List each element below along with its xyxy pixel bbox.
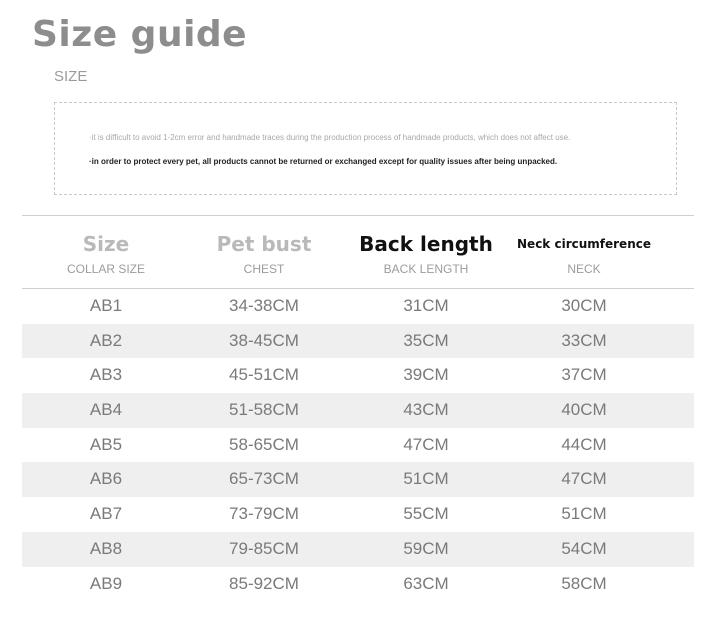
table-row bbox=[22, 393, 694, 428]
table-top-divider bbox=[22, 215, 694, 216]
cell-neck: 30CM bbox=[561, 296, 607, 315]
cell-back: 43CM bbox=[403, 400, 449, 420]
table-row bbox=[22, 567, 694, 602]
cell-back: 47CM bbox=[403, 434, 449, 454]
cell-back: 39CM bbox=[403, 365, 449, 385]
cell-chest: 51-58CM bbox=[229, 400, 299, 420]
cell-neck: 37CM bbox=[561, 365, 607, 385]
cell-neck: 33CM bbox=[561, 330, 607, 350]
cell-chest: 79-85CM bbox=[229, 538, 299, 558]
cell-back: 55CM bbox=[403, 504, 449, 524]
cell-neck: 54CM bbox=[561, 538, 607, 558]
header-back-sublabel: BACK LENGTH bbox=[383, 262, 469, 276]
cell-chest: 45-51CM bbox=[229, 365, 299, 385]
table-row bbox=[22, 462, 694, 497]
header-neck-sublabel: NECK bbox=[567, 262, 601, 276]
header-chest bbox=[180, 230, 348, 276]
cell-back: 31CM bbox=[403, 296, 449, 315]
cell-neck: 40CM bbox=[561, 400, 607, 420]
table-row bbox=[22, 428, 694, 463]
cell-neck: 47CM bbox=[561, 469, 607, 489]
cell-chest: 65-73CM bbox=[229, 469, 299, 489]
table-row bbox=[22, 324, 694, 359]
table-header bbox=[22, 230, 694, 284]
notice-line-returns: ·in order to protect every pet, all products cannot be returned or exchanged except for quality issues after being unpacked. bbox=[89, 157, 558, 166]
header-chest-sublabel: CHEST bbox=[243, 262, 285, 276]
cell-neck: 58CM bbox=[561, 573, 607, 593]
header-back-label: Back length bbox=[359, 232, 493, 256]
cell-back: 51CM bbox=[403, 469, 449, 489]
header-neck-label: Neck circumference bbox=[517, 237, 651, 251]
cell-chest: 34-38CM bbox=[229, 296, 299, 315]
cell-size: AB4 bbox=[89, 400, 123, 420]
cell-back: 59CM bbox=[403, 538, 449, 558]
cell-size: AB9 bbox=[89, 573, 123, 593]
cell-size: AB6 bbox=[89, 469, 123, 489]
section-subtitle: SIZE bbox=[54, 68, 88, 85]
page-title: Size guide bbox=[32, 14, 248, 55]
notice-box bbox=[54, 102, 677, 195]
cell-neck: 51CM bbox=[561, 504, 607, 524]
cell-chest: 85-92CM bbox=[229, 573, 299, 593]
cell-size: AB5 bbox=[89, 434, 123, 454]
header-back bbox=[342, 230, 510, 276]
notice-line-error: ·it is difficult to avoid 1-2cm error and handmade traces during the production process of handmade products, which does not affect use. bbox=[89, 133, 571, 142]
cell-back: 63CM bbox=[403, 573, 449, 593]
header-size-label: Size bbox=[82, 232, 130, 256]
cell-size: AB7 bbox=[89, 504, 123, 524]
header-size-sublabel: COLLAR SIZE bbox=[66, 262, 146, 276]
cell-chest: 73-79CM bbox=[229, 504, 299, 524]
header-size bbox=[22, 230, 190, 276]
cell-chest: 38-45CM bbox=[229, 330, 299, 350]
size-table-body bbox=[22, 289, 694, 601]
cell-size: AB1 bbox=[89, 296, 123, 315]
cell-size: AB2 bbox=[89, 330, 123, 350]
cell-chest: 58-65CM bbox=[229, 434, 299, 454]
cell-neck: 44CM bbox=[561, 434, 607, 454]
cell-size: AB3 bbox=[89, 365, 123, 385]
cell-size: AB8 bbox=[89, 538, 123, 558]
table-row bbox=[22, 497, 694, 532]
header-neck bbox=[500, 230, 668, 276]
table-row bbox=[22, 289, 694, 324]
header-chest-label: Pet bust bbox=[216, 232, 312, 256]
cell-back: 35CM bbox=[403, 330, 449, 350]
table-row bbox=[22, 358, 694, 393]
table-row bbox=[22, 532, 694, 567]
